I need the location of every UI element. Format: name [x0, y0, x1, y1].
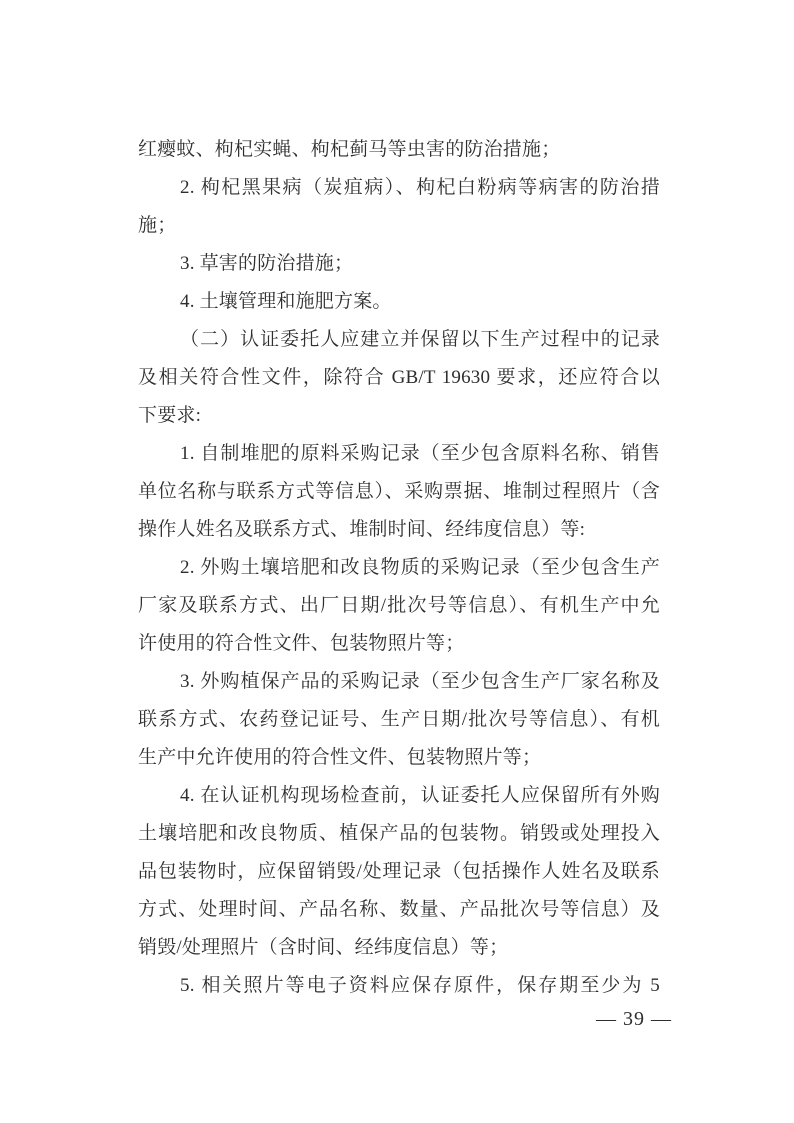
text-line: 及相关符合性文件，除符合 GB/T 19630 要求，还应符合以 — [138, 367, 660, 388]
paragraph-item-4-soil-management — [138, 283, 660, 321]
text-line: 下要求: — [138, 405, 202, 426]
text-line: 土壤培肥和改良物质、植保产品的包装物。销毁或处理投入 — [138, 823, 660, 844]
text-line: 厂家及联系方式、出厂日期/批次号等信息）、有机生产中允 — [138, 595, 660, 616]
paragraph-item-2-disease-control — [138, 169, 660, 245]
paragraph-record-1-compost-purchase — [138, 435, 660, 549]
text-line: 3. 草害的防治措施； — [180, 253, 354, 274]
text-line: 5. 相关照片等电子资料应保存原件，保存期至少为 5 — [180, 975, 660, 996]
text-line: 4. 在认证机构现场检查前，认证委托人应保留所有外购 — [180, 785, 660, 806]
text-line: 生产中允许使用的符合性文件、包装物照片等； — [138, 747, 542, 768]
text-line: 2. 外购土壤培肥和改良物质的采购记录（至少包含生产 — [180, 557, 660, 578]
text-line: 方式、处理时间、产品名称、数量、产品批次号等信息）及 — [138, 899, 660, 920]
text-line: 施； — [138, 215, 177, 236]
paragraph-record-4-packaging-retention — [138, 777, 660, 967]
text-line: 3. 外购植保产品的采购记录（至少包含生产厂家名称及 — [180, 671, 660, 692]
text-line: 单位名称与联系方式等信息）、采购票据、堆制过程照片（含 — [138, 481, 660, 502]
paragraph-item-3-weed-control — [138, 245, 660, 283]
document-body — [138, 131, 660, 1005]
text-line: 红瘿蚊、枸杞实蝇、枸杞蓟马等虫害的防治措施； — [138, 139, 561, 160]
paragraph-record-3-plant-protection-purchase — [138, 663, 660, 777]
text-line: 品包装物时，应保留销毁/处理记录（包括操作人姓名及联系 — [138, 861, 660, 882]
text-line: 操作人姓名及联系方式、堆制时间、经纬度信息）等: — [138, 519, 586, 540]
paragraph-section-2-intro — [138, 321, 660, 435]
page-number: — 39 — — [596, 1008, 672, 1030]
text-line: 2. 枸杞黑果病（炭疽病）、枸杞白粉病等病害的防治措 — [180, 177, 660, 198]
text-line: （二）认证委托人应建立并保留以下生产过程中的记录 — [180, 329, 660, 350]
text-line: 联系方式、农药登记证号、生产日期/批次号等信息）、有机 — [138, 709, 660, 730]
text-line: 1. 自制堆肥的原料采购记录（至少包含原料名称、销售 — [180, 443, 660, 464]
paragraph-record-5-electronic-files — [138, 967, 660, 1005]
text-line: 许使用的符合性文件、包装物照片等； — [138, 633, 465, 654]
paragraph-record-2-soil-amendment-purchase — [138, 549, 660, 663]
text-line: 4. 土壤管理和施肥方案。 — [180, 291, 392, 312]
text-line: 销毁/处理照片（含时间、经纬度信息）等； — [138, 937, 509, 958]
paragraph-pest-control-continuation — [138, 131, 660, 169]
